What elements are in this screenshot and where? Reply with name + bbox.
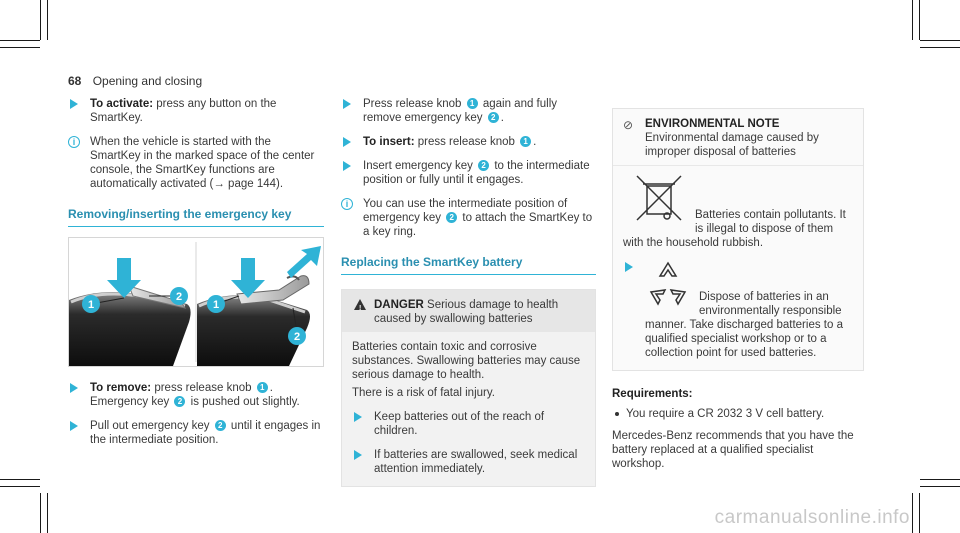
step-text: to the intermediate position or fully until it engages. xyxy=(363,160,590,186)
crop-mark xyxy=(0,40,40,41)
step-press-again xyxy=(341,97,596,125)
step-text: again and fully remove emergency key xyxy=(363,98,558,124)
environment-icon: ⊘ xyxy=(623,118,634,132)
env-paragraph-wrap xyxy=(623,174,853,250)
requirements-title: Requirements: xyxy=(612,388,693,400)
step-insert-key xyxy=(341,159,596,187)
column-1 xyxy=(68,97,324,457)
badge-2: 2 xyxy=(446,212,457,223)
emergency-key-illustration xyxy=(69,238,323,366)
warning-mark: ! xyxy=(359,305,362,312)
crop-mark xyxy=(0,479,40,480)
svg-text:1: 1 xyxy=(87,299,95,311)
step-text: Dispose of batteries in an environmentally responsible manner. Take discharged batteries to a qualified specialist workshop or to a collection point for used batteries. xyxy=(645,291,843,359)
info-icon: i xyxy=(341,198,353,210)
step-arrow-icon xyxy=(343,161,351,171)
danger-step xyxy=(352,410,585,438)
step-arrow-icon xyxy=(343,137,351,147)
step-text: press any button on the SmartKey. xyxy=(90,98,277,124)
step-label: To insert: xyxy=(363,136,415,148)
svg-text:2: 2 xyxy=(293,331,301,343)
danger-body xyxy=(342,332,595,486)
step-text: Insert emergency key xyxy=(363,160,477,172)
env-body xyxy=(613,166,863,370)
section-name: Opening and closing xyxy=(92,74,203,88)
env-title: Environmental damage caused by improper disposal of batteries xyxy=(645,132,819,158)
step-text: . Emergency key xyxy=(90,382,273,408)
danger-paragraph: Batteries contain toxic and corrosive substances. Swallowing batteries may cause serious damage to health. xyxy=(352,341,581,381)
step-pull-out xyxy=(68,419,324,447)
section-title-emergency-key: Removing/inserting the emergency key xyxy=(68,207,324,227)
info-text: You can use the intermediate position of emergency key xyxy=(363,198,568,224)
danger-label: DANGER xyxy=(374,299,424,311)
crop-mark xyxy=(47,0,48,40)
step-text: is pushed out slightly. xyxy=(187,396,300,408)
crop-mark xyxy=(919,493,920,533)
step-text: Keep batteries out of the reach of children. xyxy=(374,411,545,437)
step-arrow-icon xyxy=(354,450,362,460)
emergency-key-figure xyxy=(68,237,324,367)
crossed-bin-icon xyxy=(633,174,689,224)
danger-title: Serious damage to health caused by swallowing batteries xyxy=(374,299,559,325)
watermark: carmanualsonline.info xyxy=(714,507,910,528)
danger-paragraph: There is a risk of fatal injury. xyxy=(352,387,495,399)
crop-mark xyxy=(912,0,913,40)
crop-mark xyxy=(919,0,920,40)
step-text: until it engages in the intermediate position. xyxy=(90,420,321,446)
badge-1: 1 xyxy=(467,98,478,109)
crop-mark xyxy=(0,47,40,48)
step-arrow-icon xyxy=(354,412,362,422)
info-note xyxy=(341,197,596,239)
badge-1: 1 xyxy=(520,136,531,147)
step-text: . xyxy=(533,136,537,148)
step-text: Press release knob xyxy=(363,98,465,110)
page-header xyxy=(68,74,202,88)
step-insert xyxy=(341,135,596,149)
step-text: press release knob xyxy=(414,136,519,148)
recycle-icon xyxy=(645,260,691,306)
info-note xyxy=(68,135,324,191)
step-text: If batteries are swallowed, seek medical attention immediately. xyxy=(374,449,578,475)
info-text: When the vehicle is started with the SmartKey in the marked space of the center console, the SmartKey functions are automatically activated (→ page 144). xyxy=(90,136,315,190)
danger-warning xyxy=(341,289,596,487)
step-activate xyxy=(68,97,324,125)
step-arrow-icon xyxy=(70,99,78,109)
info-icon: i xyxy=(68,136,80,148)
step-remove xyxy=(68,381,324,409)
svg-text:1: 1 xyxy=(212,299,220,311)
env-label: ENVIRONMENTAL NOTE xyxy=(645,118,780,130)
section-title-battery: Replacing the SmartKey battery xyxy=(341,255,596,275)
step-arrow-icon xyxy=(343,99,351,109)
danger-step xyxy=(352,448,585,476)
requirement-item: You require a CR 2032 3 V cell battery. xyxy=(612,407,864,421)
step-arrow-icon xyxy=(70,383,78,393)
environmental-note xyxy=(612,108,864,371)
info-text: to attach the SmartKey to a key ring. xyxy=(363,212,593,238)
crop-mark xyxy=(920,40,960,41)
step-text: . xyxy=(500,112,504,124)
step-text: Pull out emergency key xyxy=(90,420,213,432)
crop-mark xyxy=(40,493,41,533)
crop-mark xyxy=(920,486,960,487)
env-paragraph: Batteries contain pollutants. It is illegal to dispose of them with the household rubbish. xyxy=(623,209,846,249)
crop-mark xyxy=(920,47,960,48)
badge-2: 2 xyxy=(478,160,489,171)
badge-2: 2 xyxy=(174,396,185,407)
crop-mark xyxy=(920,479,960,480)
svg-text:2: 2 xyxy=(175,291,183,303)
badge-2: 2 xyxy=(215,420,226,431)
crop-mark xyxy=(912,493,913,533)
crop-mark xyxy=(0,486,40,487)
crop-mark xyxy=(47,493,48,533)
danger-header xyxy=(342,290,595,332)
env-step xyxy=(623,260,853,360)
recommendation-text: Mercedes-Benz recommends that you have the battery replaced at a qualified specialist workshop. xyxy=(612,430,854,470)
page-number: 68 xyxy=(68,74,82,88)
badge-2: 2 xyxy=(488,112,499,123)
column-3 xyxy=(612,108,864,471)
column-2 xyxy=(341,97,596,487)
step-label: To activate: xyxy=(90,98,154,110)
env-header xyxy=(613,109,863,166)
crop-mark xyxy=(40,0,41,40)
badge-1: 1 xyxy=(257,382,268,393)
step-arrow-icon xyxy=(70,421,78,431)
step-arrow-icon xyxy=(625,262,633,272)
step-label: To remove: xyxy=(90,382,152,394)
step-text: press release knob xyxy=(151,382,255,394)
